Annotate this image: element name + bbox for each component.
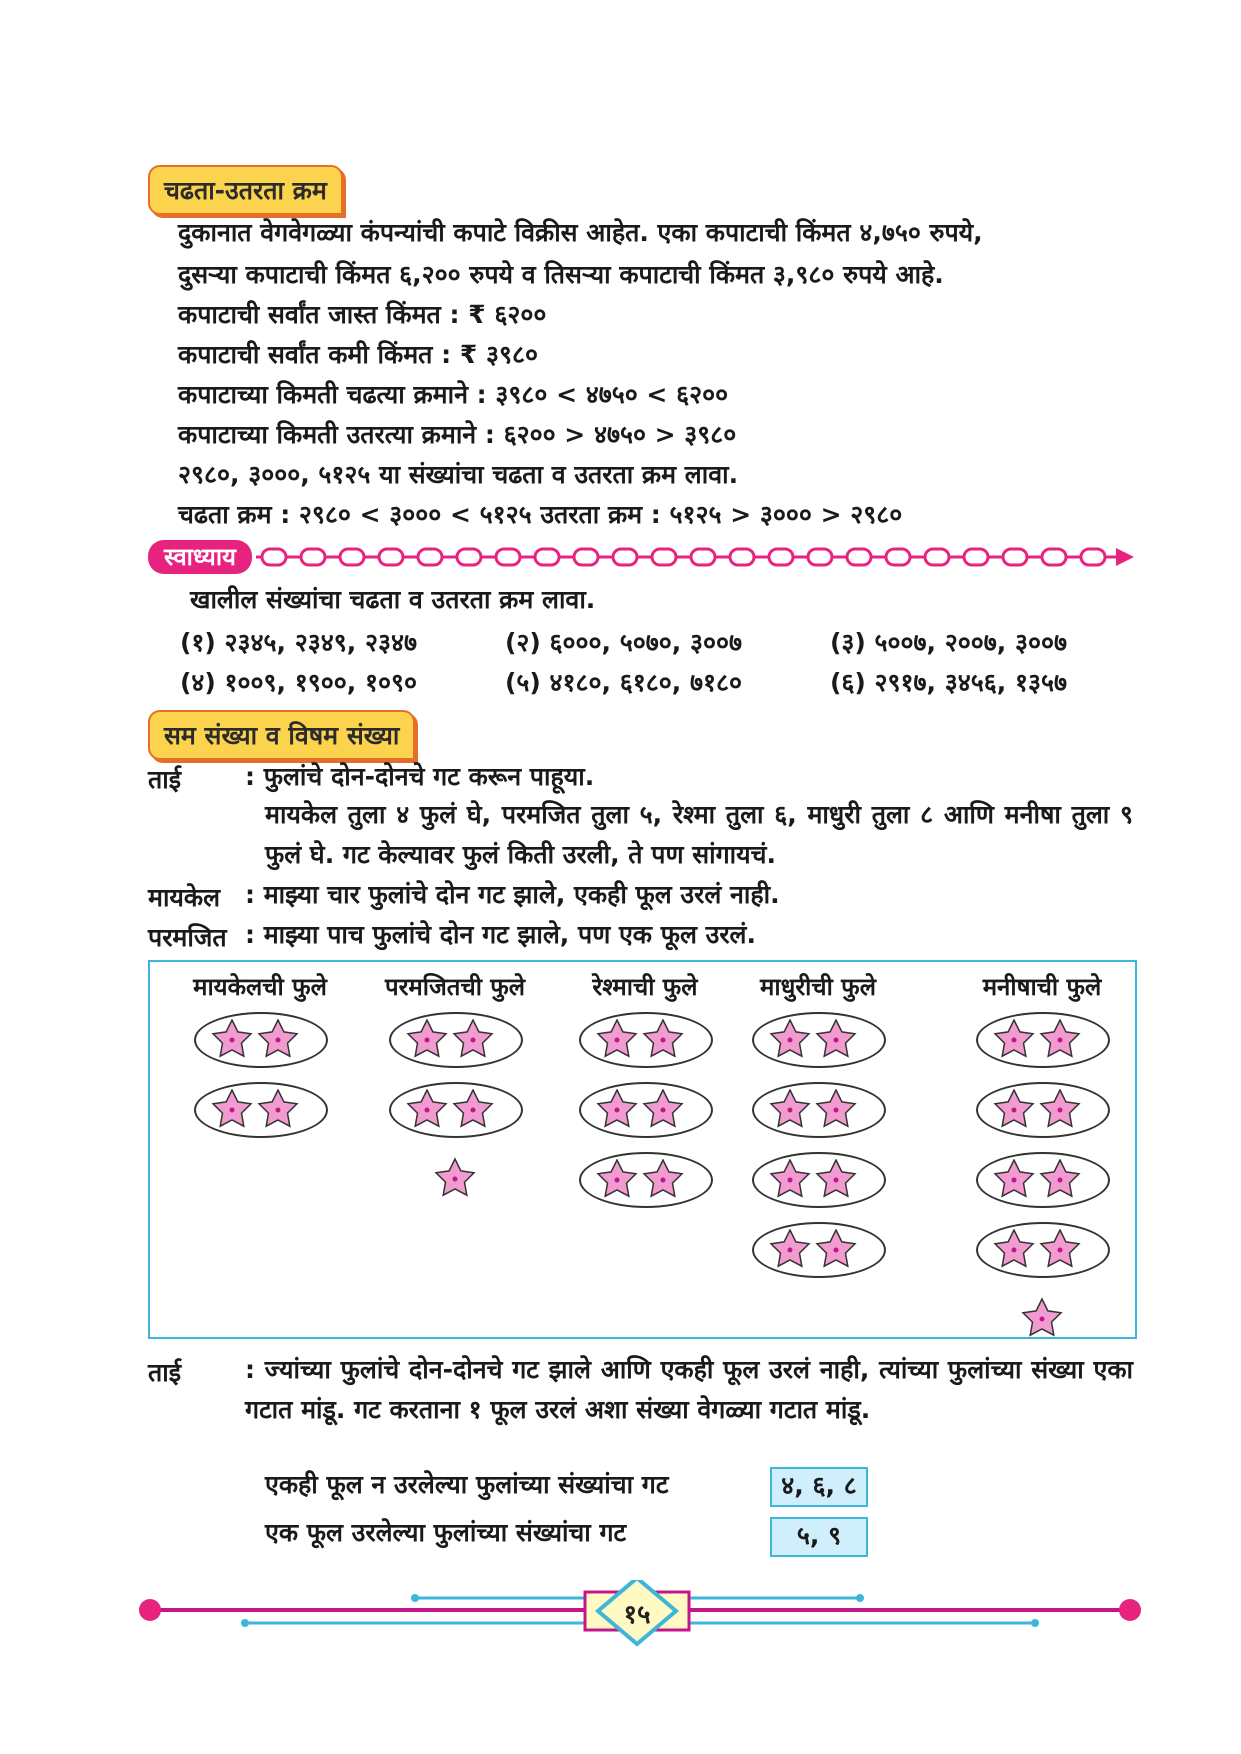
- flower-pair-group: [194, 1012, 328, 1068]
- dialogue-text: : माझ्या चार फुलांचे दोन गट झाले, एकही फूल उरलं नाही.: [245, 880, 780, 909]
- even-group-answer: ४, ६, ८: [770, 1467, 868, 1507]
- text-line: कपाटाच्या किमती चढत्या क्रमाने : ३९८० < ४७५० < ६२००: [178, 380, 729, 409]
- chain-link: [301, 549, 325, 565]
- flower-pair-group: [579, 1012, 713, 1068]
- exercise-item: (५) ४१८०, ६१८०, ७१८०: [505, 668, 742, 697]
- dialogue-text: : ज्यांच्या फुलांचे दोन-दोनचे गट झाले आणि एकही फूल उरलं नाही, त्यांच्या फुलांच्या संख्या एका गटात मांडू. गट करताना १ फूल उरलं अशा संख्या वेगळ्या गटात मांडू.: [245, 1355, 1133, 1424]
- text-line: दुसऱ्या कपाटाची किंमत ६,२०० रुपये व तिसऱ्या कपाटाची किंमत ३,९८० रुपये आहे.: [178, 260, 944, 289]
- section-heading-even-odd: सम संख्या व विषम संख्या: [148, 710, 415, 760]
- flower-column-title: रेश्माची फुले: [592, 973, 698, 1001]
- section-heading-ascending-descending: चढता-उतरता क्रम: [148, 165, 343, 215]
- chain-link: [925, 549, 949, 565]
- speaker-label: मायकेल: [148, 883, 221, 912]
- flower-pair-group: [389, 1082, 523, 1138]
- dialogue-text: : माझ्या पाच फुलांचे दोन गट झाले, पण एक फूल उरलं.: [245, 920, 757, 949]
- speaker-label: ताई: [148, 1358, 182, 1387]
- speaker-label: परमजित: [148, 923, 227, 952]
- text-line: कपाटाच्या किमती उतरत्या क्रमाने : ६२०० > ४७५० > ३९८०: [178, 420, 737, 449]
- text-line: कपाटाची सर्वांत कमी किंमत : ₹ ३९८०: [178, 340, 538, 369]
- flower-column-title: मनीषाची फुले: [982, 973, 1102, 1001]
- exercise-item: (२) ६०००, ५०७०, ३००७: [505, 628, 742, 657]
- flower-pair-group: [389, 1012, 523, 1068]
- page-number: १५: [623, 1600, 651, 1630]
- exercise-instruction: खालील संख्यांचा चढता व उतरता क्रम लावा.: [190, 585, 596, 614]
- chain-link: [613, 549, 637, 565]
- chain-link: [496, 549, 520, 565]
- text-line: कपाटाची सर्वांत जास्त किंमत : ₹ ६२००: [178, 300, 547, 329]
- flower-pair-group: [194, 1082, 328, 1138]
- text-line: दुकानात वेगवेगळ्या कंपन्यांची कपाटे विक्रीस आहेत. एका कपाटाची किंमत ४,७५० रुपये,: [178, 218, 983, 247]
- chain-link: [340, 549, 364, 565]
- odd-group-answer: ५, ९: [770, 1517, 868, 1557]
- chain-link: [535, 549, 559, 565]
- chain-link: [379, 549, 403, 565]
- leftover-flower: [1020, 1297, 1064, 1345]
- chain-link: [808, 549, 832, 565]
- chain-link: [964, 549, 988, 565]
- chain-link: [730, 549, 754, 565]
- flower-column-title: मायकेलची फुले: [193, 973, 327, 1001]
- leftover-flower: [433, 1157, 477, 1205]
- chain-link: [691, 549, 715, 565]
- flower-pair-group: [976, 1152, 1110, 1208]
- text-line: चढता क्रम : २९८० < ३००० < ५१२५ उतरता क्रम : ५१२५ > ३००० > २९८०: [178, 500, 903, 529]
- exercise-item: (३) ५००७, २००७, ३००७: [830, 628, 1067, 657]
- speaker-label: ताई: [148, 765, 182, 794]
- flower-pair-group: [579, 1082, 713, 1138]
- chain-link: [418, 549, 442, 565]
- flower-pair-group: [752, 1012, 886, 1068]
- flower-pair-group: [752, 1152, 886, 1208]
- dialogue-text: मायकेल तुला ४ फुलं घे, परमजित तुला ५, रेश्मा तुला ६, माधुरी तुला ८ आणि मनीषा तुला ९ फुलं घे. गट केल्यावर फुलं किती उरली, ते पण सांगायचं.: [265, 800, 1133, 869]
- exercise-item: (४) १००९, १९००, १०९०: [180, 668, 417, 697]
- flower-groups-box: [148, 960, 1137, 1339]
- decorative-chain: [256, 544, 1136, 570]
- dialogue-text: : फुलांचे दोन-दोनचे गट करून पाहूया.: [245, 762, 595, 791]
- chain-link: [1003, 549, 1027, 565]
- flower-pair-group: [976, 1012, 1110, 1068]
- flower-pair-group: [976, 1082, 1110, 1138]
- flower-column-title: माधुरीची फुले: [760, 973, 876, 1001]
- chain-link: [886, 549, 910, 565]
- flower-pair-group: [579, 1152, 713, 1208]
- chain-link: [652, 549, 676, 565]
- chain-link: [574, 549, 598, 565]
- exercise-badge: स्वाध्याय: [148, 540, 252, 574]
- chain-link: [1081, 549, 1105, 565]
- exercise-item: (६) २९१७, ३४५६, १३५७: [830, 668, 1067, 697]
- flower-pair-group: [976, 1222, 1110, 1278]
- chain-link: [769, 549, 793, 565]
- odd-group-label: एक फूल उरलेल्या फुलांच्या संख्यांचा गट: [265, 1518, 627, 1547]
- chain-link: [1042, 549, 1066, 565]
- flower-pair-group: [752, 1222, 886, 1278]
- flower-pair-group: [752, 1082, 886, 1138]
- even-group-label: एकही फूल न उरलेल्या फुलांच्या संख्यांचा गट: [265, 1470, 669, 1499]
- chain-link: [262, 549, 286, 565]
- chain-link: [847, 549, 871, 565]
- flower-column-title: परमजितची फुले: [384, 973, 526, 1001]
- exercise-item: (१) २३४५, २३४९, २३४७: [180, 628, 417, 657]
- text-line: २९८०, ३०००, ५१२५ या संख्यांचा चढता व उतरता क्रम लावा.: [178, 460, 739, 489]
- chain-link: [457, 549, 481, 565]
